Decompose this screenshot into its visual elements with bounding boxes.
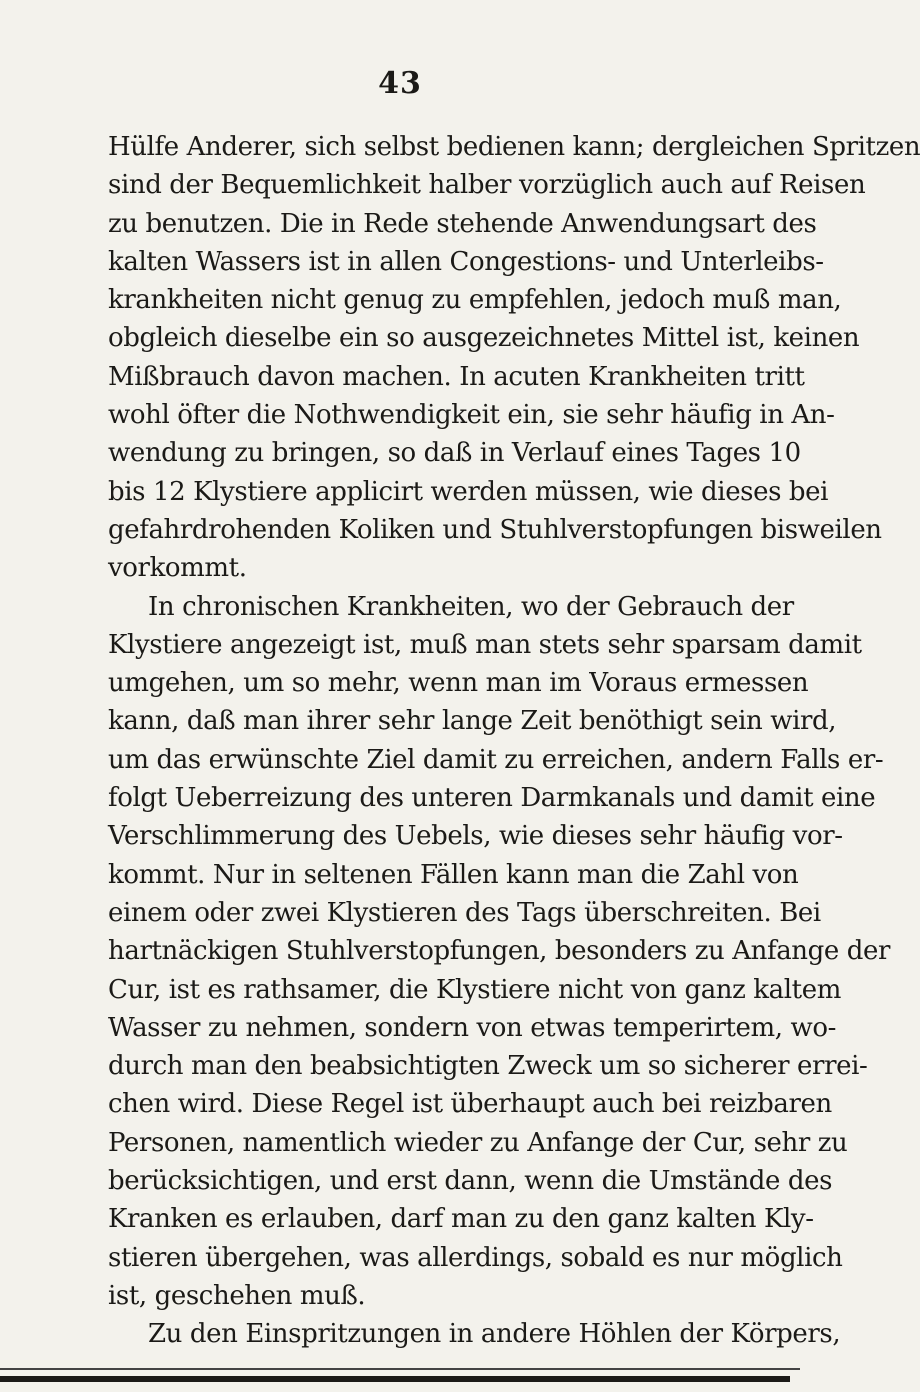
paragraph-start-line: In chronischen Krankheiten, wo der Gebrauch der — [148, 591, 794, 622]
text-line: Hülfe Anderer, sich selbst bedienen kann; dergleichen Spritzen — [108, 132, 920, 162]
body-text — [108, 128, 920, 1354]
text-line: kommt. Nur in seltenen Fällen kann man die Zahl von — [108, 859, 799, 890]
text-line: wendung zu bringen, so daß in Verlauf eines Tages 10 — [108, 438, 801, 469]
text-line: folgt Ueberreizung des unteren Darmkanals und damit eine — [108, 783, 876, 814]
text-line: bis 12 Klystiere applicirt werden müssen, wie dieses bei — [108, 476, 829, 507]
text-line: Personen, namentlich wieder zu Anfange der Cur, sehr zu — [108, 1127, 848, 1158]
text-line: hartnäckigen Stuhlverstopfungen, besonders zu Anfange der — [108, 936, 891, 967]
text-line: obgleich dieselbe ein so ausgezeichnetes Mittel ist, keinen — [108, 323, 860, 354]
paragraph-start-line: Zu den Einspritzungen in andere Höhlen der Körpers, — [148, 1319, 841, 1350]
text-line: durch man den beabsichtigten Zweck um so sicherer errei- — [108, 1051, 868, 1082]
text-line: ist, geschehen muß. — [108, 1280, 366, 1311]
text-line: gefahrdrohenden Koliken und Stuhlverstopfungen bisweilen — [108, 514, 882, 545]
text-line: Klystiere angezeigt ist, muß man stets sehr sparsam damit — [108, 629, 862, 660]
text-line: Verschlimmerung des Uebels, wie dieses sehr häufig vor- — [108, 821, 843, 852]
text-line: krankheiten nicht genug zu empfehlen, jedoch muß man, — [108, 285, 842, 316]
scan-edge-line — [0, 1368, 800, 1370]
page-number: 43 — [378, 66, 422, 101]
text-line: kann, daß man ihrer sehr lange Zeit benöthigt sein wird, — [108, 706, 837, 737]
text-line: Kranken es erlauben, darf man zu den ganz kalten Kly- — [108, 1204, 814, 1235]
scan-bottom-border — [0, 1376, 790, 1382]
text-line: berücksichtigen, und erst dann, wenn die Umstände des — [108, 1166, 833, 1197]
text-line: Wasser zu nehmen, sondern von etwas temperirtem, wo- — [108, 1012, 836, 1043]
text-line: vorkommt. — [108, 553, 247, 584]
text-line: Cur, ist es rathsamer, die Klystiere nicht von ganz kaltem — [108, 974, 841, 1005]
text-line: Mißbrauch davon machen. In acuten Krankheiten tritt — [108, 361, 805, 392]
text-line: stieren übergehen, was allerdings, sobald es nur möglich — [108, 1242, 843, 1273]
text-line: um das erwünschte Ziel damit zu erreichen, andern Falls er- — [108, 744, 884, 775]
text-line: umgehen, um so mehr, wenn man im Voraus ermessen — [108, 668, 809, 699]
text-line: chen wird. Diese Regel ist überhaupt auch bei reizbaren — [108, 1089, 832, 1120]
text-line: einem oder zwei Klystieren des Tags überschreiten. Bei — [108, 897, 821, 928]
text-line: kalten Wassers ist in allen Congestions- und Unterleibs- — [108, 246, 824, 277]
text-line: wohl öfter die Nothwendigkeit ein, sie sehr häufig in An- — [108, 400, 835, 431]
text-line: zu benutzen. Die in Rede stehende Anwendungsart des — [108, 208, 817, 239]
text-line: sind der Bequemlichkeit halber vorzüglich auch auf Reisen — [108, 170, 866, 201]
